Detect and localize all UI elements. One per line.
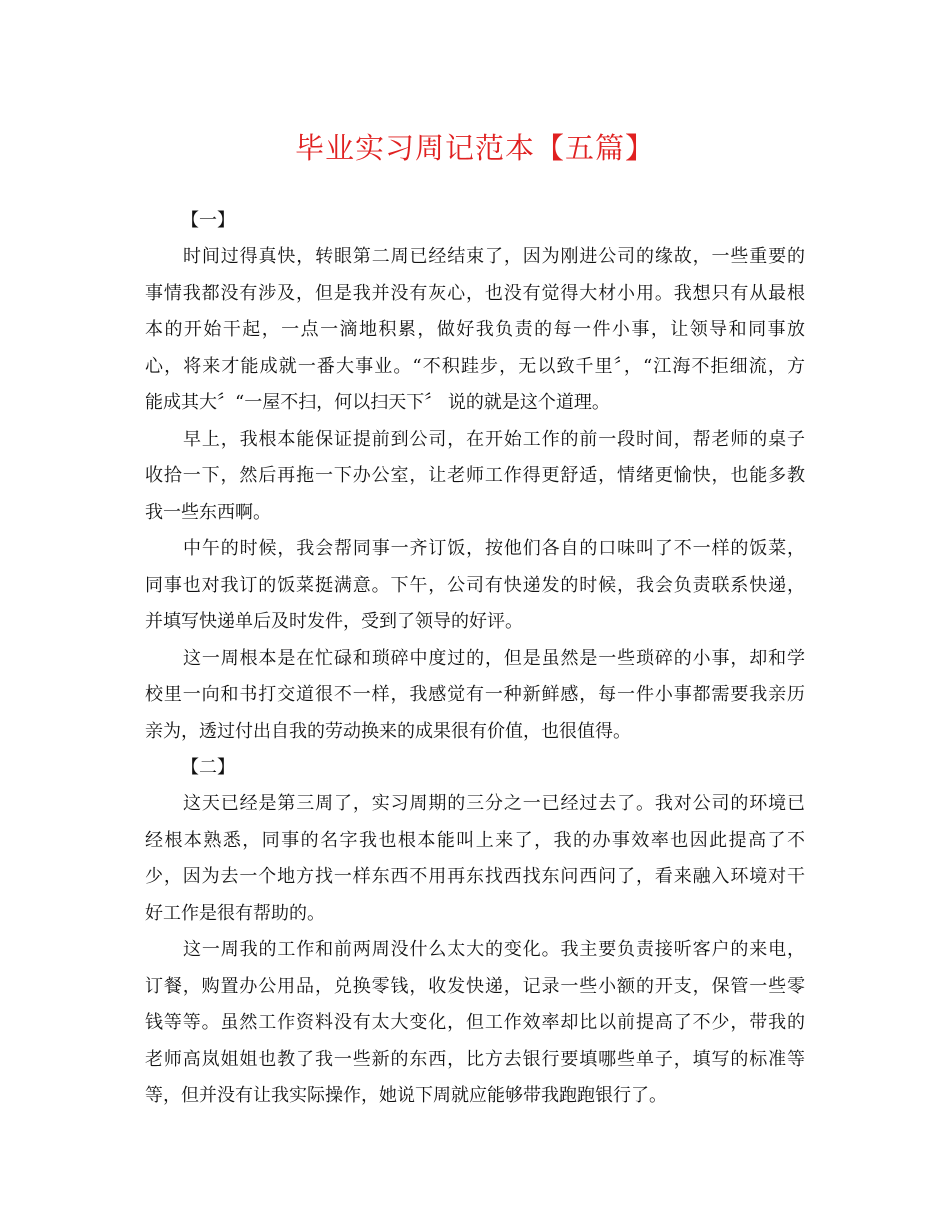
paragraph (145, 531, 805, 641)
paragraph (145, 786, 805, 932)
paragraph (145, 932, 805, 1115)
paragraph-line: 钱等等。虽然工作资料没有太大变化，但工作效率却比以前提高了不少，带我的 (145, 1012, 805, 1033)
paragraph-line: 时间过得真快，转眼第二周已经结束了，因为刚进公司的缘故，一些重要的 (183, 246, 805, 267)
paragraph-line: 这天已经是第三周了，实习周期的三分之一已经过去了。我对公司的环境已 (183, 793, 805, 814)
document-title: 毕业实习周记范本【五篇】 (294, 131, 655, 165)
paragraph-line: 心，将来才能成就一番大事业。“不积跬步，无以致千里〞，“江海不拒细流，方 (145, 355, 805, 377)
paragraph-line: 订餐，购置办公用品，兑换零钱，收发快递，记录一些小额的开支，保管一些零 (145, 975, 805, 997)
paragraph-line: 少，因为去一个地方找一样东西不用再东找西找东问西问了，看来融入环境对干 (145, 866, 805, 887)
paragraph-line: 能成其大〞“一屋不扫，何以扫天下〞 说的就是这个道理。 (145, 392, 610, 413)
paragraph-line: 好工作是很有帮助的。 (145, 902, 325, 924)
paragraph (145, 641, 805, 751)
paragraph-line: 我一些东西啊。 (145, 501, 271, 523)
paragraph-line: 早上，我根本能保证提前到公司，在开始工作的前一段时间，帮老师的桌子 (183, 428, 805, 450)
paragraph-line: 经根本熟悉，同事的名字我也根本能叫上来了，我的办事效率也因此提高了不 (145, 829, 805, 851)
paragraph-line: 中午的时候，我会帮同事一齐订饭，按他们各自的口味叫了不一样的饭菜， (183, 538, 805, 559)
section-heading: 【二】 (181, 757, 235, 778)
paragraph-line: 同事也对我订的饭菜挺满意。下午，公司有快递发的时候，我会负责联系快递， (145, 574, 805, 596)
paragraph-line: 并填写快递单后及时发件，受到了领导的好评。 (145, 611, 523, 632)
paragraph-line: 亲为，透过付出自我的劳动换来的成果很有价值，也很值得。 (145, 720, 631, 742)
paragraph-line: 校里一向和书打交道很不一样，我感觉有一种新鲜感，每一件小事都需要我亲历 (145, 684, 805, 705)
paragraph-line: 收拾一下，然后再拖一下办公室，让老师工作得更舒适，情绪更愉快，也能多教 (145, 465, 805, 486)
paragraph (145, 239, 805, 422)
paragraph-line: 这一周我的工作和前两周没什么太大的变化。我主要负责接听客户的来电， (183, 939, 805, 960)
section-heading: 【一】 (181, 210, 235, 231)
paragraph-line: 老师高岚姐姐也教了我一些新的东西，比方去银行要填哪些单子，填写的标准等 (145, 1048, 805, 1070)
paragraph-line: 这一周根本是在忙碌和琐碎中度过的，但是虽然是一些琐碎的小事，却和学 (183, 647, 805, 669)
paragraph-line: 本的开始干起，一点一滴地积累，做好我负责的每一件小事，让领导和同事放 (145, 319, 805, 340)
paragraph-line: 等，但并没有让我实际操作，她说下周就应能够带我跑跑银行了。 (145, 1085, 667, 1106)
paragraph (145, 422, 805, 532)
paragraph-line: 事情我都没有涉及，但是我并没有灰心，也没有觉得大材小用。我想只有从最根 (145, 282, 805, 304)
document-body (145, 203, 805, 1115)
